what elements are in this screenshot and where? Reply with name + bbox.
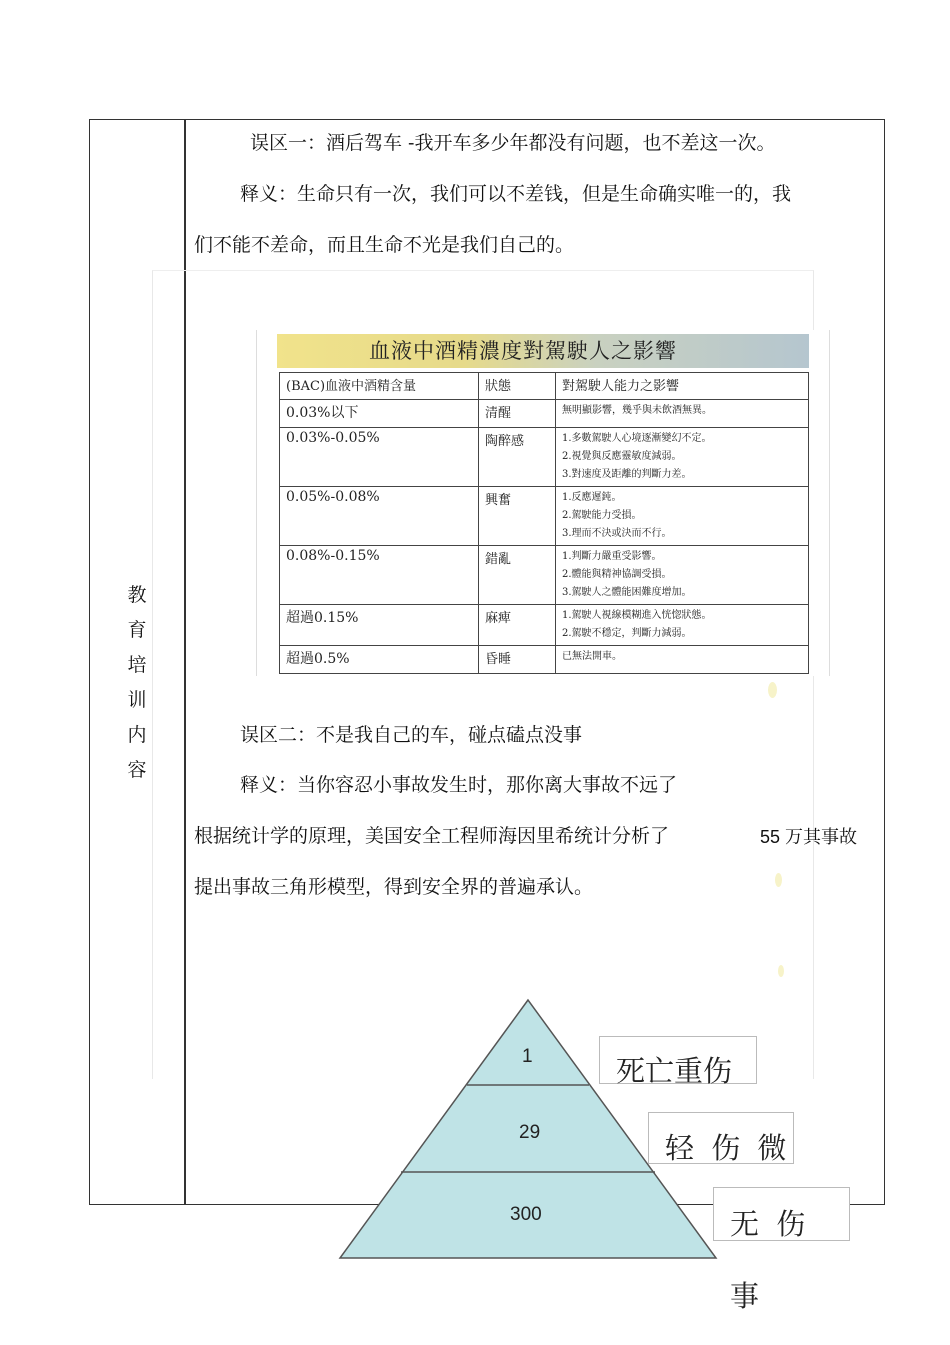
- effect-line: 1.多數駕駛人心境逐漸變幻不定。: [562, 433, 712, 444]
- misconception-two: 误区二：不是我自己的车，碰点磕点没事: [240, 724, 583, 746]
- section-label-char: 容: [127, 759, 147, 781]
- decorative-speck: [768, 682, 777, 698]
- table-row: [280, 400, 809, 428]
- effect-line: 已無法開車。: [562, 651, 622, 662]
- effect-line: 3.駕駛人之體能困難度增加。: [562, 587, 692, 598]
- pyramid-tier-top-number: 1: [522, 1046, 533, 1067]
- explanation-one-line2: 们不能不差命，而且生命不光是我们自己的。: [194, 234, 575, 256]
- cell-bac: 超過0.15%: [280, 605, 479, 646]
- heinrich-line2: 提出事故三角形模型，得到安全界的普遍承认。: [194, 876, 594, 898]
- cell-bac: 超過0.5%: [280, 646, 479, 674]
- heinrich-line1: 根据统计学的原理，美国安全工程师海因里希统计分析了: [194, 825, 670, 847]
- cell-effects: [556, 400, 809, 428]
- effect-line: 2.駕駛不穩定，判斷力減弱。: [562, 628, 692, 639]
- effect-line: 2.視覺與反應靈敏度減弱。: [562, 451, 682, 462]
- cell-effects: [556, 605, 809, 646]
- cell-state: 錯亂: [479, 546, 556, 605]
- effect-line: 3.對速度及距離的判斷力差。: [562, 469, 692, 480]
- section-label: [120, 578, 154, 788]
- cell-state: 麻痺: [479, 605, 556, 646]
- table-row: [280, 605, 809, 646]
- section-label-char: 培: [127, 654, 147, 676]
- cell-state: 清醒: [479, 400, 556, 428]
- cell-state: 昏睡: [479, 646, 556, 674]
- effect-line: 1.駕駛人視線模糊進入恍惚狀態。: [562, 610, 712, 621]
- header-effects: 對駕駛人能力之影響: [556, 373, 809, 400]
- header-bac: (BAC)血液中酒精含量: [280, 373, 479, 400]
- table-row: [280, 487, 809, 546]
- pyramid-tier-bottom-number: 300: [510, 1204, 542, 1225]
- table-row: [280, 428, 809, 487]
- cell-bac: 0.03%以下: [280, 400, 479, 428]
- cell-effects: [556, 546, 809, 605]
- effect-line: 無明顯影響，幾乎與未飲酒無異。: [562, 405, 712, 416]
- explanation-one-line1: 释义：生命只有一次，我们可以不差钱，但是生命确实唯一的，我: [240, 183, 792, 205]
- effect-line: 1.反應遲鈍。: [562, 492, 622, 503]
- pyramid-tier-middle-number: 29: [519, 1122, 541, 1143]
- cell-effects: [556, 487, 809, 546]
- cell-bac: 0.05%-0.08%: [280, 487, 479, 546]
- section-label-char: 育: [127, 619, 147, 641]
- misconception-one: 误区一：酒后驾车 -我开车多少年都没有问题，也不差这一次。: [250, 132, 776, 154]
- explanation-two: 释义：当你容忍小事故发生时，那你离大事故不远了: [240, 774, 678, 796]
- cell-state: 興奮: [479, 487, 556, 546]
- cell-bac: 0.03%-0.05%: [280, 428, 479, 487]
- header-state: 狀態: [479, 373, 556, 400]
- pyramid-label-death: 死亡重伤: [599, 1036, 757, 1084]
- bac-effects-table: [279, 372, 809, 674]
- bac-effects-figure: [256, 330, 830, 676]
- cell-effects: [556, 428, 809, 487]
- section-label-char: 内: [127, 724, 147, 746]
- decorative-speck: [778, 965, 784, 977]
- table-row: [280, 646, 809, 674]
- section-label-char: 训: [127, 689, 147, 711]
- effect-line: 3.理而不決或決而不行。: [562, 528, 672, 539]
- cell-effects: [556, 646, 809, 674]
- effect-line: 2.駕駛能力受損。: [562, 510, 642, 521]
- table-header-row: [280, 373, 809, 400]
- effect-line: 1.判斷力嚴重受影響。: [562, 551, 662, 562]
- pyramid-label-no-injury: 无 伤 事: [713, 1187, 850, 1241]
- decorative-speck: [775, 873, 782, 887]
- cell-state: 陶醉感: [479, 428, 556, 487]
- pyramid-label-minor-injury: 轻 伤 微: [648, 1112, 794, 1164]
- table-row: [280, 546, 809, 605]
- cell-bac: 0.08%-0.15%: [280, 546, 479, 605]
- effect-line: 2.體能與精神協調受損。: [562, 569, 672, 580]
- section-label-char: 教: [127, 584, 147, 606]
- bac-title: 血液中酒精濃度對駕駛人之影響: [369, 339, 677, 363]
- heinrich-line1-count: 55 万其事故: [760, 827, 858, 847]
